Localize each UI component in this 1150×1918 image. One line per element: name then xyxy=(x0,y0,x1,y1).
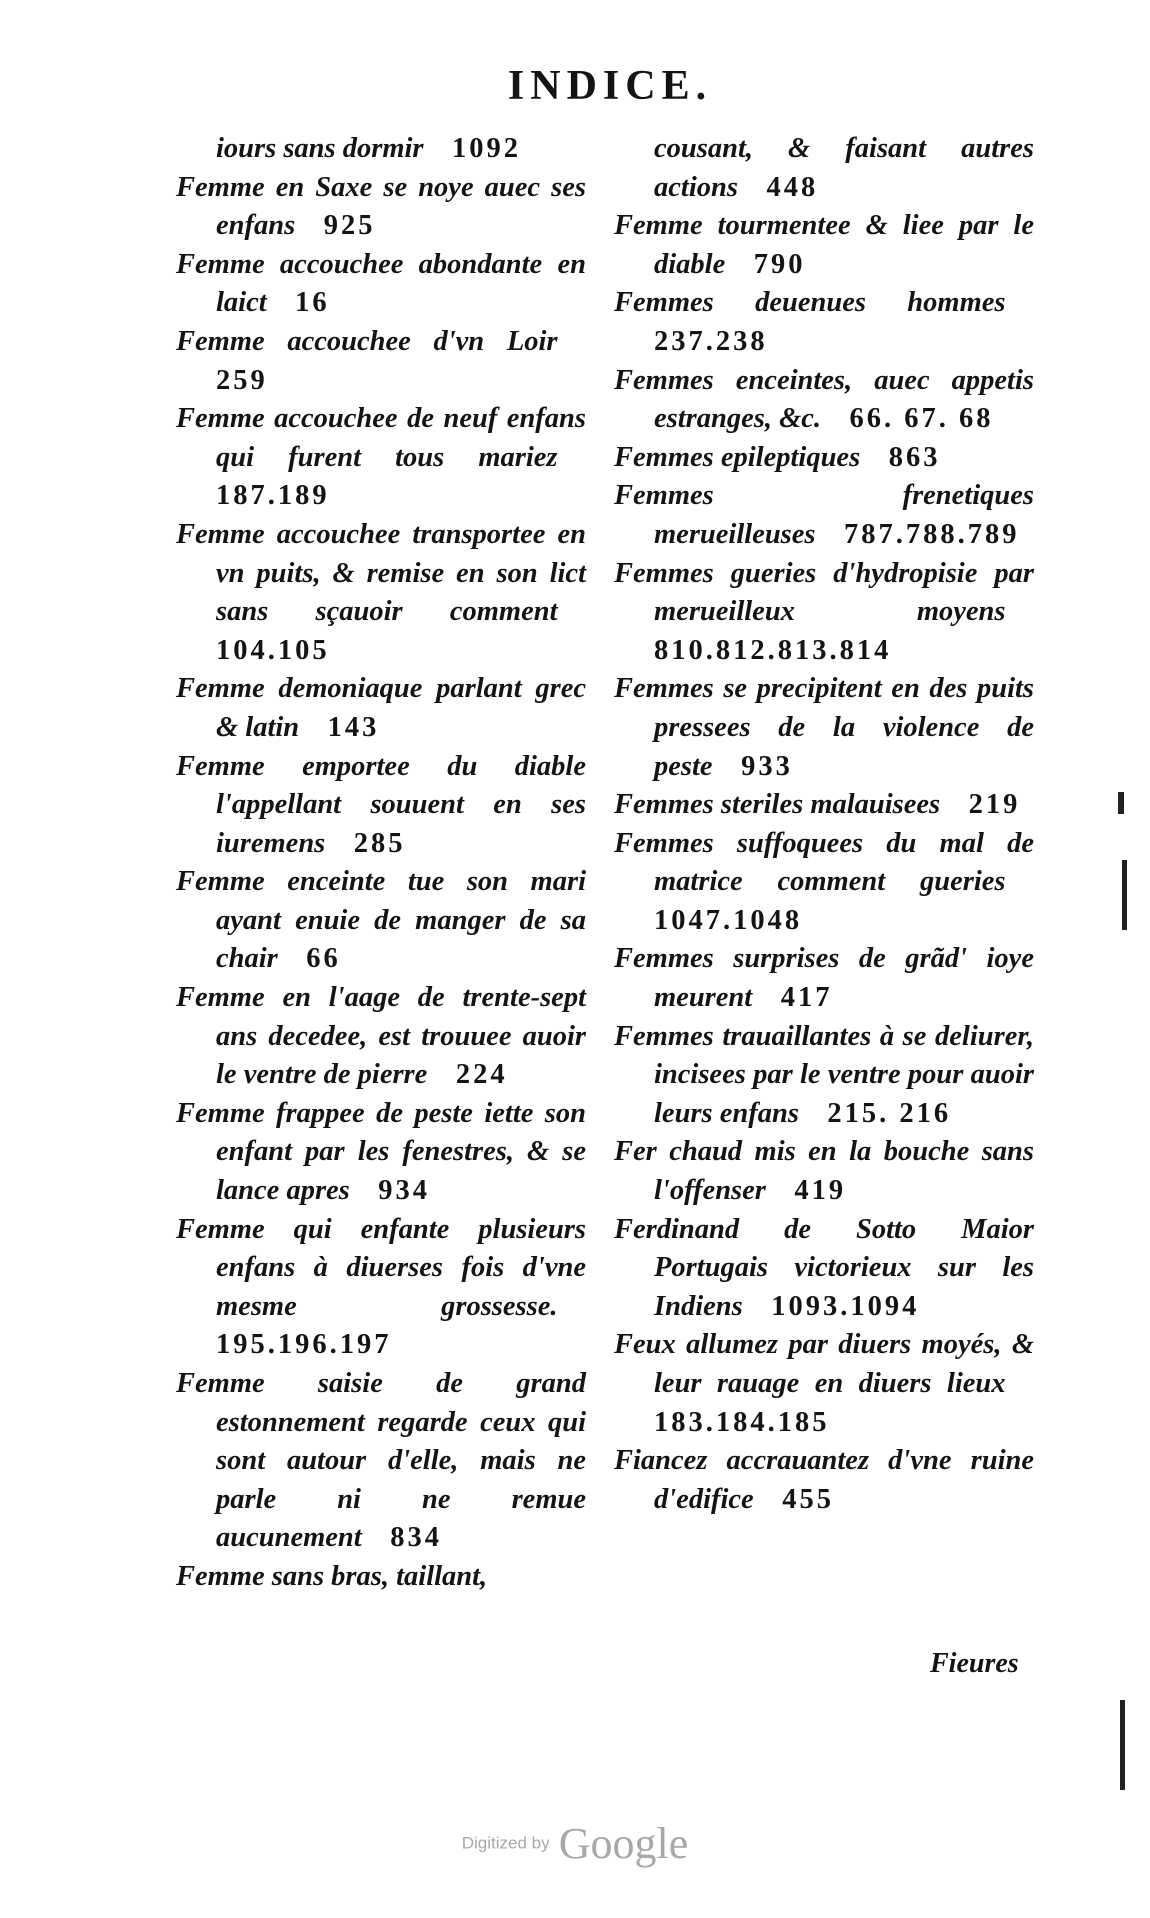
index-entry-pages: 790 xyxy=(753,248,806,280)
index-entry xyxy=(176,1095,586,1211)
index-entry xyxy=(176,748,586,864)
index-entry xyxy=(614,439,1034,478)
index-entry-pages: 183.184.185 xyxy=(654,1406,830,1438)
index-entry-pages: 810.812.813.814 xyxy=(654,634,892,666)
index-entry xyxy=(614,1326,1034,1442)
index-entry-text: Femmes suffoquees du mal de matrice comment gueries xyxy=(614,827,1034,898)
index-entry xyxy=(614,362,1034,439)
index-entry-text: Femme accouchee transportee en vn puits, & remise en son lict sans sçauoir comment xyxy=(176,518,586,628)
index-entry-text: Femme enceinte tue son mari ayant enuie de manger de sa chair xyxy=(176,866,586,975)
index-entry xyxy=(614,1018,1034,1134)
index-entry-text: Femme en Saxe se noye auec ses enfans xyxy=(176,171,586,242)
index-entry-pages: 187.189 xyxy=(216,480,330,512)
index-entry xyxy=(614,1133,1034,1210)
index-entry-text: Femme en l'aage de trente-sept ans decedee, est trouuee auoir le ventre de pierre xyxy=(176,982,586,1091)
index-entry xyxy=(614,786,1034,825)
index-entry-text: Femme sans bras, taillant, xyxy=(176,1560,488,1592)
margin-speck xyxy=(1118,792,1124,814)
index-entry-text: Femmes gueries d'hydropisie par merueilleux moyens xyxy=(614,557,1034,628)
index-entry-text: Femmes frenetiques merueilleuses xyxy=(614,480,1034,550)
index-entry-pages: 143 xyxy=(327,711,380,743)
margin-speck xyxy=(1122,860,1127,930)
index-entry-text: Femme frappee de peste iette son enfant par les fenestres, & se lance apres xyxy=(176,1097,586,1207)
index-entry-pages: 448 xyxy=(766,171,819,203)
index-entry-pages: 237.238 xyxy=(654,325,768,357)
index-entry xyxy=(614,825,1034,941)
index-entry xyxy=(614,555,1034,671)
index-entry xyxy=(176,670,586,747)
index-entry-pages: 1092 xyxy=(452,133,522,164)
index-entry-text: Femme qui enfante plusieurs enfans à diuerses fois d'vne mesme grossesse. xyxy=(176,1213,586,1322)
index-entry xyxy=(176,1211,586,1365)
margin-speck xyxy=(1120,1700,1125,1790)
index-entry-text: Feux allumez par diuers moyés, & leur rauage en diuers lieux xyxy=(614,1329,1034,1399)
index-entry-text: Femmes surprises de grãd' ioye meurent xyxy=(614,943,1034,1014)
index-entry-pages: 215. 216 xyxy=(827,1097,952,1129)
index-entry xyxy=(614,1211,1034,1327)
index-entry xyxy=(176,979,586,1095)
index-entry-text: Femme accouchee d'vn Loir xyxy=(176,325,558,357)
index-entry xyxy=(614,284,1034,361)
index-entry-text: Femmes se precipitent en des puits pressees de la violence de peste xyxy=(614,673,1034,782)
index-entry xyxy=(614,477,1034,554)
index-entry-text: Fer chaud mis en la bouche sans l'offenser xyxy=(614,1136,1034,1207)
index-entry-pages: 787.788.789 xyxy=(844,518,1020,550)
index-entry-pages: 16 xyxy=(295,287,330,319)
index-entry-pages: 224 xyxy=(455,1059,508,1091)
index-entry xyxy=(176,246,586,323)
index-entry xyxy=(176,323,586,400)
index-entry-pages: 417 xyxy=(780,982,833,1014)
watermark-digitized-label: Digitized by xyxy=(461,1833,550,1853)
index-entry-pages: 195.196.197 xyxy=(216,1329,392,1361)
index-entry-text: Femmes deuenues hommes xyxy=(614,287,1006,319)
index-entry-pages: 285 xyxy=(353,827,406,859)
catchword: Fieures xyxy=(930,1648,1019,1679)
index-entry xyxy=(614,207,1034,284)
index-entry xyxy=(176,863,586,979)
index-entry-pages: 259 xyxy=(216,364,268,396)
index-entry-text: iours sans dormir xyxy=(216,133,424,164)
index-column-right xyxy=(614,130,1034,1519)
index-entry-text: Femmes epileptiques xyxy=(614,441,861,473)
index-entry-pages: 925 xyxy=(323,210,376,242)
index-entry-pages: 455 xyxy=(782,1483,834,1515)
index-entry xyxy=(176,400,586,516)
index-entry-text: cousant, & faisant autres actions xyxy=(654,133,1034,203)
index-entry-text: Femmes trauaillantes à se deliurer, incisees par le ventre pour auoir leurs enfans xyxy=(614,1020,1034,1129)
index-entry xyxy=(176,169,586,246)
index-entry xyxy=(614,130,1034,207)
index-entry-pages: 66 xyxy=(306,943,341,975)
index-entry-text: Fiancez accrauantez d'vne ruine d'edifice xyxy=(614,1445,1034,1515)
index-entry-text: Femme saisie de grand estonnement regarde ceux qui sont autour d'elle, mais ne parle ni ne remue aucunement xyxy=(176,1368,586,1554)
index-entry-text: Femme accouchee de neuf enfans qui furent tous mariez xyxy=(176,403,586,473)
running-head: INDICE. xyxy=(507,63,713,109)
index-entry xyxy=(176,1365,586,1558)
index-entry-pages: 104.105 xyxy=(216,634,330,666)
index-entry-pages: 219 xyxy=(968,789,1021,821)
index-entry-text: Ferdinand de Sotto Maior Portugais victorieux sur les Indiens xyxy=(614,1213,1034,1322)
index-entry-text: Femme emportee du diable l'appellant souuent en ses iuremens xyxy=(176,750,586,859)
index-entry-text: Femmes steriles malauisees xyxy=(614,789,941,821)
index-column-left xyxy=(176,130,586,1597)
index-entry-pages: 933 xyxy=(741,750,793,782)
index-entry-pages: 66. 67. 68 xyxy=(849,403,994,435)
index-entry xyxy=(176,130,586,169)
index-entry xyxy=(614,670,1034,786)
index-entry-pages: 1093.1094 xyxy=(771,1290,920,1322)
index-entry xyxy=(614,1442,1034,1519)
watermark-google-logo: Google xyxy=(558,1819,689,1868)
index-entry-text: Femme tourmentee & liee par le diable xyxy=(614,210,1034,280)
index-entry xyxy=(176,516,586,670)
index-entry-text: Femme accouchee abondante en laict xyxy=(176,248,586,319)
index-entry-text: Femme demoniaque parlant grec & latin xyxy=(176,673,586,743)
index-entry-pages: 863 xyxy=(888,441,941,473)
index-entry-pages: 934 xyxy=(378,1175,431,1207)
index-entry-pages: 834 xyxy=(390,1522,442,1554)
index-entry xyxy=(614,940,1034,1017)
index-entry-pages: 1047.1048 xyxy=(654,904,803,936)
digitized-by-google-watermark xyxy=(0,1818,1150,1869)
index-entry-pages: 419 xyxy=(794,1175,847,1207)
index-entry-text: Femmes enceintes, auec appetis estranges, &c. xyxy=(614,364,1034,435)
index-entry xyxy=(176,1558,586,1597)
